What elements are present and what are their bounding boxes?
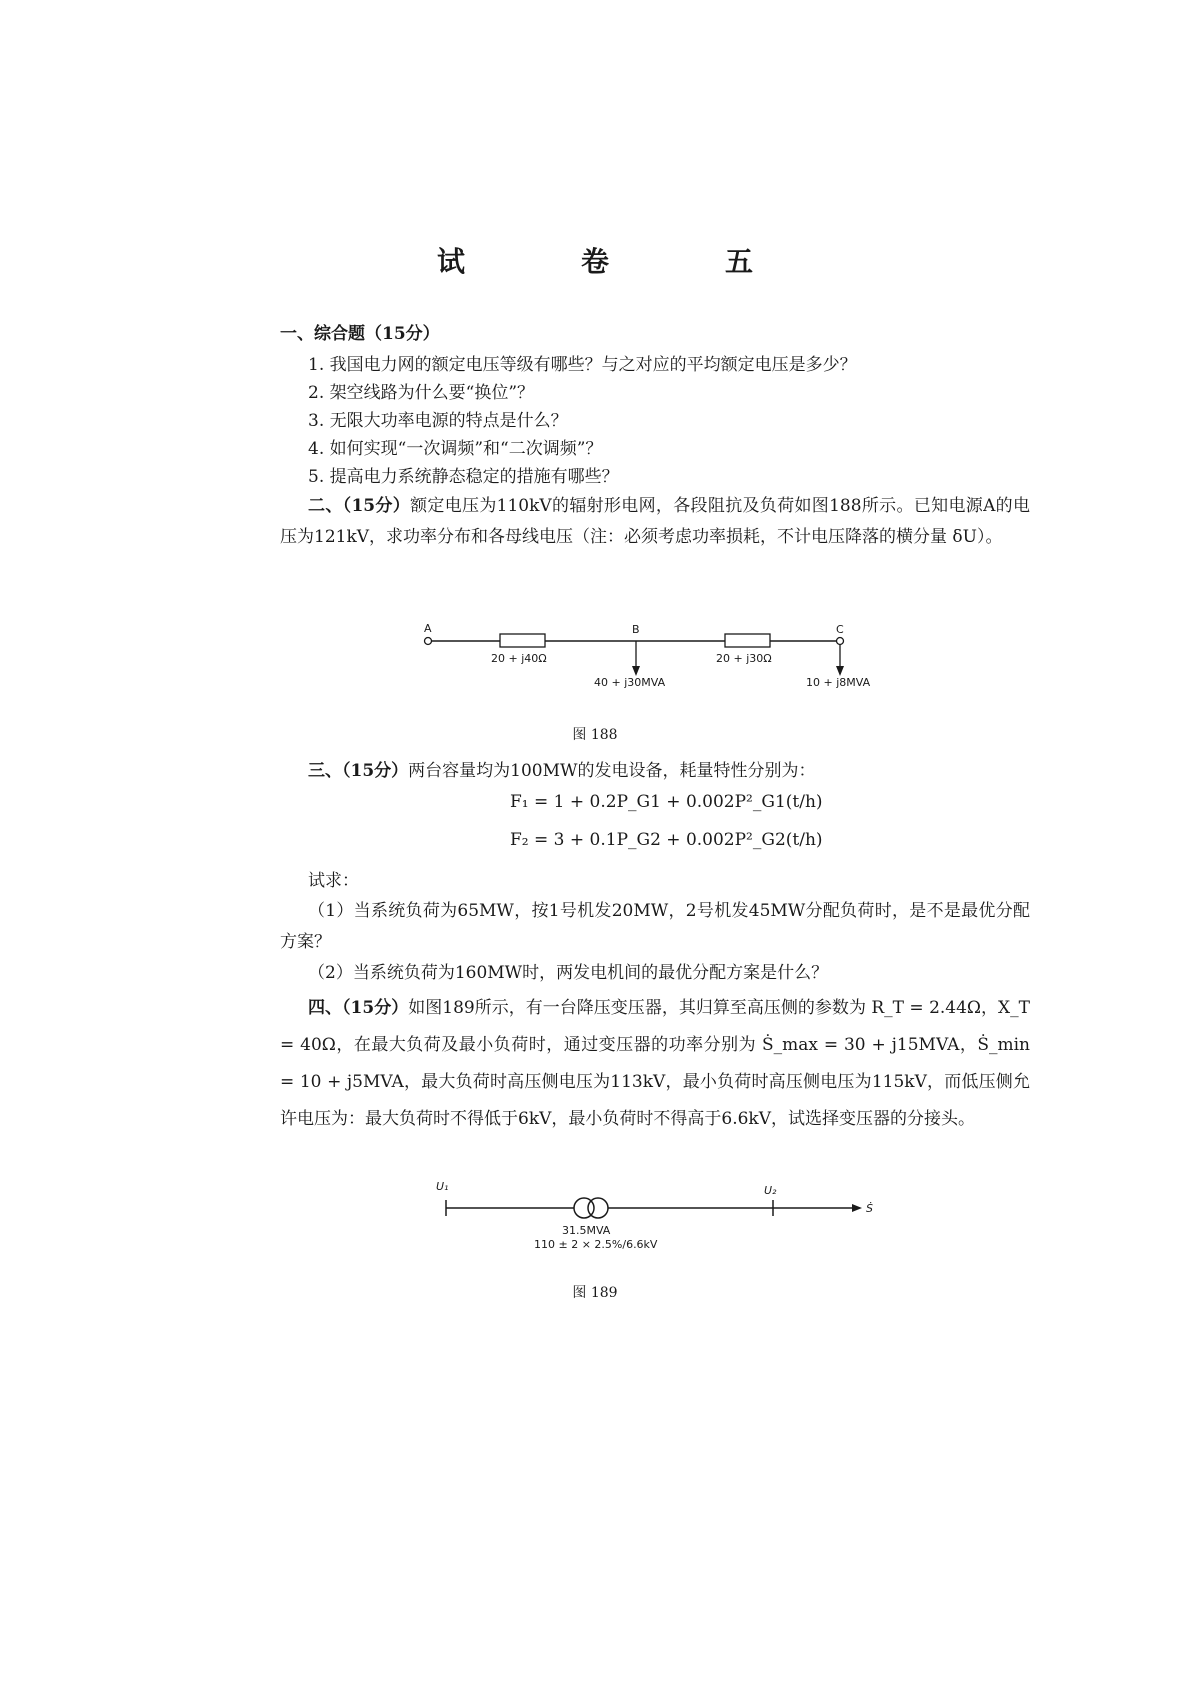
load-b-label: 40 + j30MVA [594, 676, 666, 689]
page-title: 试 卷 五 [436, 245, 797, 278]
section-4-label: 四、（15分） [308, 998, 409, 1018]
section-3-ask: 试求： [308, 871, 359, 891]
formula-f1: F₁ = 1 + 0.2P_G1 + 0.002P²_G1(t/h) [510, 792, 823, 812]
section-3-intro [280, 756, 1030, 787]
question-3-1: （1）当系统负荷为65MW，按1号机发20MW，2号机发45MW分配负荷时，是不是最优分配方案？ [280, 901, 1030, 952]
node-a-terminal [425, 638, 432, 645]
question-1-5: 5. 提高电力系统静态稳定的措施有哪些？ [308, 467, 619, 487]
node-a-label: A [424, 622, 432, 635]
figure-189-caption: 图 189 [572, 1285, 618, 1301]
question-3-2: （2）当系统负荷为160MW时，两发电机间的最优分配方案是什么？ [308, 963, 829, 983]
section-4-text: 如图189所示，有一台降压变压器，其归算至高压侧的参数为 R_T = 2.44Ω，X_T = 40Ω，在最大负荷及最小负荷时，通过变压器的功率分别为 Ṡ_max = 30 + j15MVA，Ṡ_min = 10 + j5MVA，最大负荷时高压侧电压为113kV，最小负荷时高压侧电压为115kV，而低压侧允许电压为：最大负荷时不得低于6kV，最小负荷时不得高于6.6kV，试选择变压器的分接头。 [280, 998, 1030, 1129]
impedance-2-box [725, 634, 770, 647]
question-1-2: 2. 架空线路为什么要“换位”？ [308, 383, 535, 403]
figure-188-caption: 图 188 [572, 727, 618, 743]
load-c-arrow [836, 666, 844, 676]
section-3-text: 两台容量均为100MW的发电设备，耗量特性分别为： [408, 761, 816, 781]
s-label: Ṡ [866, 1202, 873, 1215]
load-b-arrow [632, 666, 640, 676]
power-flow-arrow [852, 1204, 862, 1212]
impedance-1-label: 20 + j40Ω [491, 652, 547, 665]
impedance-1-box [500, 634, 545, 647]
section-2 [280, 491, 1030, 553]
transformer-ratio: 110 ± 2 × 2.5%/6.6kV [534, 1238, 658, 1251]
impedance-2-label: 20 + j30Ω [716, 652, 772, 665]
transformer-rating: 31.5MVA [562, 1224, 611, 1237]
section-2-label: 二、（15分） [308, 496, 411, 516]
section-3-label: 三、（15分） [308, 761, 409, 781]
transformer-winding-2 [588, 1198, 608, 1218]
u2-label: U₂ [764, 1184, 777, 1197]
section-2-text: 额定电压为110kV的辐射形电网，各段阻抗及负荷如图188所示。已知电源A的电压为121kV，求功率分布和各母线电压（注：必须考虑功率损耗，不计电压降落的横分量 δU）。 [280, 496, 1030, 547]
u1-label: U₁ [436, 1180, 449, 1193]
question-1-1: 1. 我国电力网的额定电压等级有哪些？与之对应的平均额定电压是多少？ [308, 355, 857, 375]
question-1-4: 4. 如何实现“一次调频”和“二次调频”？ [308, 439, 603, 459]
question-1-3: 3. 无限大功率电源的特点是什么？ [308, 411, 568, 431]
node-c-label: C [836, 623, 844, 636]
formula-f2: F₂ = 3 + 0.1P_G2 + 0.002P²_G2(t/h) [510, 830, 823, 850]
load-c-label: 10 + j8MVA [806, 676, 871, 689]
transformer-winding-1 [574, 1198, 594, 1218]
section-1-heading: 一、综合题（15分） [280, 324, 440, 344]
node-c-terminal [837, 638, 844, 645]
section-4 [280, 990, 1030, 1138]
node-b-label: B [632, 623, 640, 636]
